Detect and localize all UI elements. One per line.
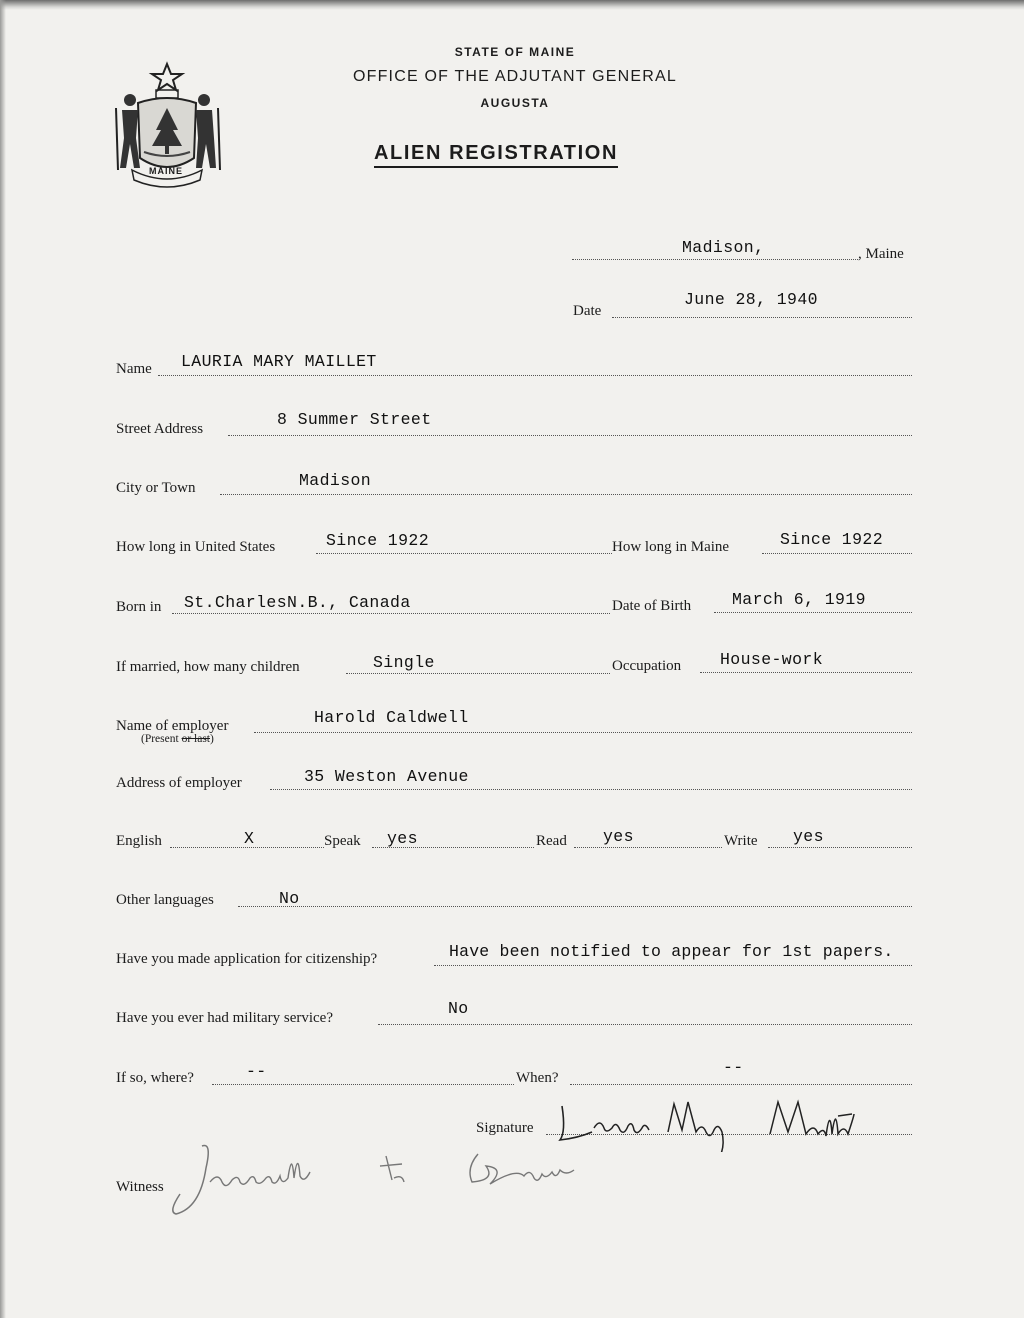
name-label: Name [116, 361, 152, 377]
date-label: Date [573, 303, 602, 319]
present-note-or-last: or last [181, 733, 210, 745]
military-value: No [448, 999, 469, 1018]
write-label: Write [724, 833, 758, 849]
born-in-label: Born in [116, 599, 162, 615]
scan-edge-top [0, 0, 1024, 10]
speak-label: Speak [324, 833, 361, 849]
town-value: Madison, [682, 238, 765, 257]
how-long-maine-line [762, 553, 912, 554]
present-note-open: (Present [141, 733, 182, 745]
where-line [212, 1084, 514, 1085]
name-line [158, 375, 912, 376]
english-label: English [116, 833, 162, 849]
how-long-us-value: Since 1922 [326, 531, 430, 550]
citizenship-label: Have you made application for citizenship? [116, 951, 378, 967]
read-line [574, 847, 722, 848]
town-line [572, 259, 858, 260]
seal-text: MAINE [149, 166, 183, 176]
dob-line [714, 612, 912, 613]
scan-edge-left [0, 0, 6, 1318]
witness-label: Witness [116, 1179, 164, 1195]
other-languages-label: Other languages [116, 892, 214, 908]
born-in-line [172, 613, 610, 614]
military-label: Have you ever had military service? [116, 1010, 333, 1026]
children-line [346, 673, 610, 674]
header-city: AUGUSTA [480, 96, 550, 110]
employer-value: Harold Caldwell [314, 708, 469, 727]
signature-label: Signature [476, 1120, 534, 1136]
where-value: -- [246, 1062, 267, 1081]
write-value: yes [793, 827, 824, 846]
citizenship-value: Have been notified to appear for 1st papers. [449, 942, 894, 961]
how-long-maine-label: How long in Maine [612, 539, 730, 555]
present-note [141, 733, 214, 745]
read-value: yes [603, 827, 634, 846]
city-line [220, 494, 912, 495]
date-value: June 28, 1940 [684, 290, 818, 309]
employer-line [254, 732, 912, 733]
form-title: ALIEN REGISTRATION [374, 142, 618, 168]
occupation-value: House-work [720, 650, 824, 669]
where-label: If so, where? [116, 1070, 194, 1086]
born-in-value: St.CharlesN.B., Canada [184, 593, 411, 612]
city-value: Madison [299, 471, 372, 490]
witness-signature [166, 1138, 606, 1218]
how-long-maine-value: Since 1922 [780, 530, 884, 549]
other-languages-value: No [279, 889, 300, 908]
children-label: If married, how many children [116, 659, 300, 675]
street-line [228, 435, 912, 436]
how-long-us-label: How long in United States [116, 539, 276, 555]
english-value: X [244, 829, 255, 848]
street-label: Street Address [116, 421, 204, 437]
occupation-line [700, 672, 912, 673]
when-line [570, 1084, 912, 1085]
write-line [768, 847, 912, 848]
speak-value: yes [387, 829, 418, 848]
how-long-us-line [316, 553, 612, 554]
employer-address-line [270, 789, 912, 790]
employer-address-label: Address of employer [116, 775, 242, 791]
date-line [612, 317, 912, 318]
children-value: Single [373, 653, 435, 672]
street-value: 8 Summer Street [277, 410, 432, 429]
header-office: OFFICE OF THE ADJUTANT GENERAL [352, 68, 678, 85]
city-label: City or Town [116, 480, 196, 496]
other-languages-line [238, 906, 912, 907]
occupation-label: Occupation [612, 658, 682, 674]
read-label: Read [536, 833, 567, 849]
present-note-close: ) [210, 733, 214, 745]
military-line [378, 1024, 912, 1025]
employer-label: Name of employer [116, 718, 229, 734]
dob-label: Date of Birth [612, 598, 692, 614]
maine-label: , Maine [858, 246, 904, 262]
dob-value: March 6, 1919 [732, 590, 866, 609]
when-label: When? [516, 1070, 559, 1086]
name-value: LAURIA MARY MAILLET [181, 352, 377, 371]
header-state: STATE OF MAINE [454, 45, 576, 59]
employer-address-value: 35 Weston Avenue [304, 767, 469, 786]
citizenship-line [434, 965, 912, 966]
when-value: -- [723, 1058, 744, 1077]
